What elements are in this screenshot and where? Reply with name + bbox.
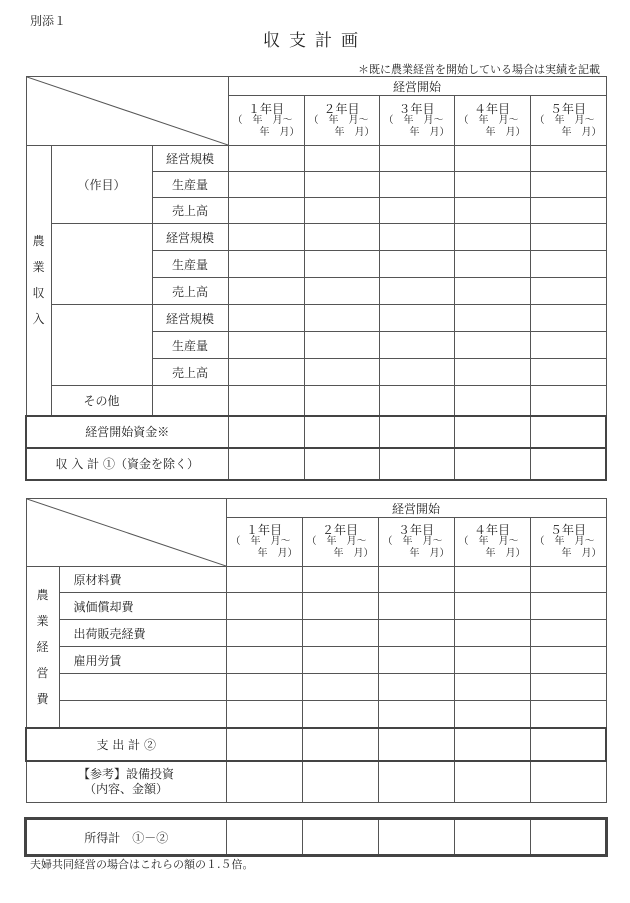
- row-label-scale: 経営規模: [152, 146, 228, 172]
- startup-funds-label: 経営開始資金※: [26, 416, 228, 448]
- note-couple-multiplier: 夫婦共同経営の場合はこれらの額の１.５倍。: [30, 858, 254, 871]
- attachment-label: 別添１: [30, 14, 67, 28]
- row-label-production: 生産量: [152, 251, 228, 278]
- expense-item-raw-materials: 原材料費: [59, 567, 226, 593]
- row-label-scale: 経営規模: [152, 305, 228, 332]
- year-group-header: 経営開始: [226, 499, 606, 518]
- row-label-production: 生産量: [152, 172, 228, 198]
- year-header: ５年目 （ 年 月～ 年 月）: [530, 518, 606, 567]
- expense-item-blank: [59, 701, 226, 728]
- year-header: ４年目 （ 年 月～ 年 月）: [454, 96, 530, 146]
- expense-item-shipping-sales: 出荷販売経費: [59, 620, 226, 647]
- expense-total-label: 支 出 計 ②: [26, 728, 226, 761]
- crop-label-blank: [51, 305, 152, 386]
- page-title: 収支計画: [263, 31, 367, 51]
- year-header: ４年目 （ 年 月～ 年 月）: [454, 518, 530, 567]
- expense-item-depreciation: 減価償却費: [59, 593, 226, 620]
- year-header: ５年目 （ 年 月～ 年 月）: [530, 96, 606, 146]
- crop-label: （作目）: [51, 146, 152, 224]
- expense-category-label: 農 業 経 営 費: [26, 567, 59, 728]
- row-label-sales: 売上高: [152, 278, 228, 305]
- header-diagonal-cell: [26, 499, 226, 567]
- income-total-label: 収 入 計 ①（資金を除く）: [26, 448, 228, 480]
- row-label-scale: 経営規模: [152, 224, 228, 251]
- year-header: ３年目 （ 年 月～ 年 月）: [378, 518, 454, 567]
- year-header: １年目 （ 年 月～ 年 月）: [226, 518, 302, 567]
- row-label-sales: 売上高: [152, 359, 228, 386]
- note-actual-results: ＊既に農業経営を開始している場合は実績を記載: [358, 63, 600, 76]
- year-header: ２年目 （ 年 月～ 年 月）: [304, 96, 379, 146]
- net-income-table: [25, 818, 607, 856]
- year-header: ２年目 （ 年 月～ 年 月）: [302, 518, 378, 567]
- expense-table: [25, 498, 607, 803]
- net-income-label: 所得計 ①－②: [26, 819, 226, 855]
- income-table: [25, 76, 607, 481]
- row-label-sales: 売上高: [152, 198, 228, 224]
- row-label-production: 生産量: [152, 332, 228, 359]
- income-category-label: 農 業 収 入: [26, 146, 51, 416]
- capital-investment-reference: 【参考】設備投資 （内容、金額）: [26, 761, 226, 803]
- expense-item-labor: 雇用労賃: [59, 647, 226, 674]
- other-income-label: その他: [51, 386, 152, 416]
- year-header: ３年目 （ 年 月～ 年 月）: [379, 96, 454, 146]
- year-group-header: 経営開始: [228, 77, 606, 96]
- crop-label-blank: [51, 224, 152, 305]
- year-header: １年目 （ 年 月～ 年 月）: [228, 96, 304, 146]
- expense-item-blank: [59, 674, 226, 701]
- header-diagonal-cell: [26, 77, 228, 146]
